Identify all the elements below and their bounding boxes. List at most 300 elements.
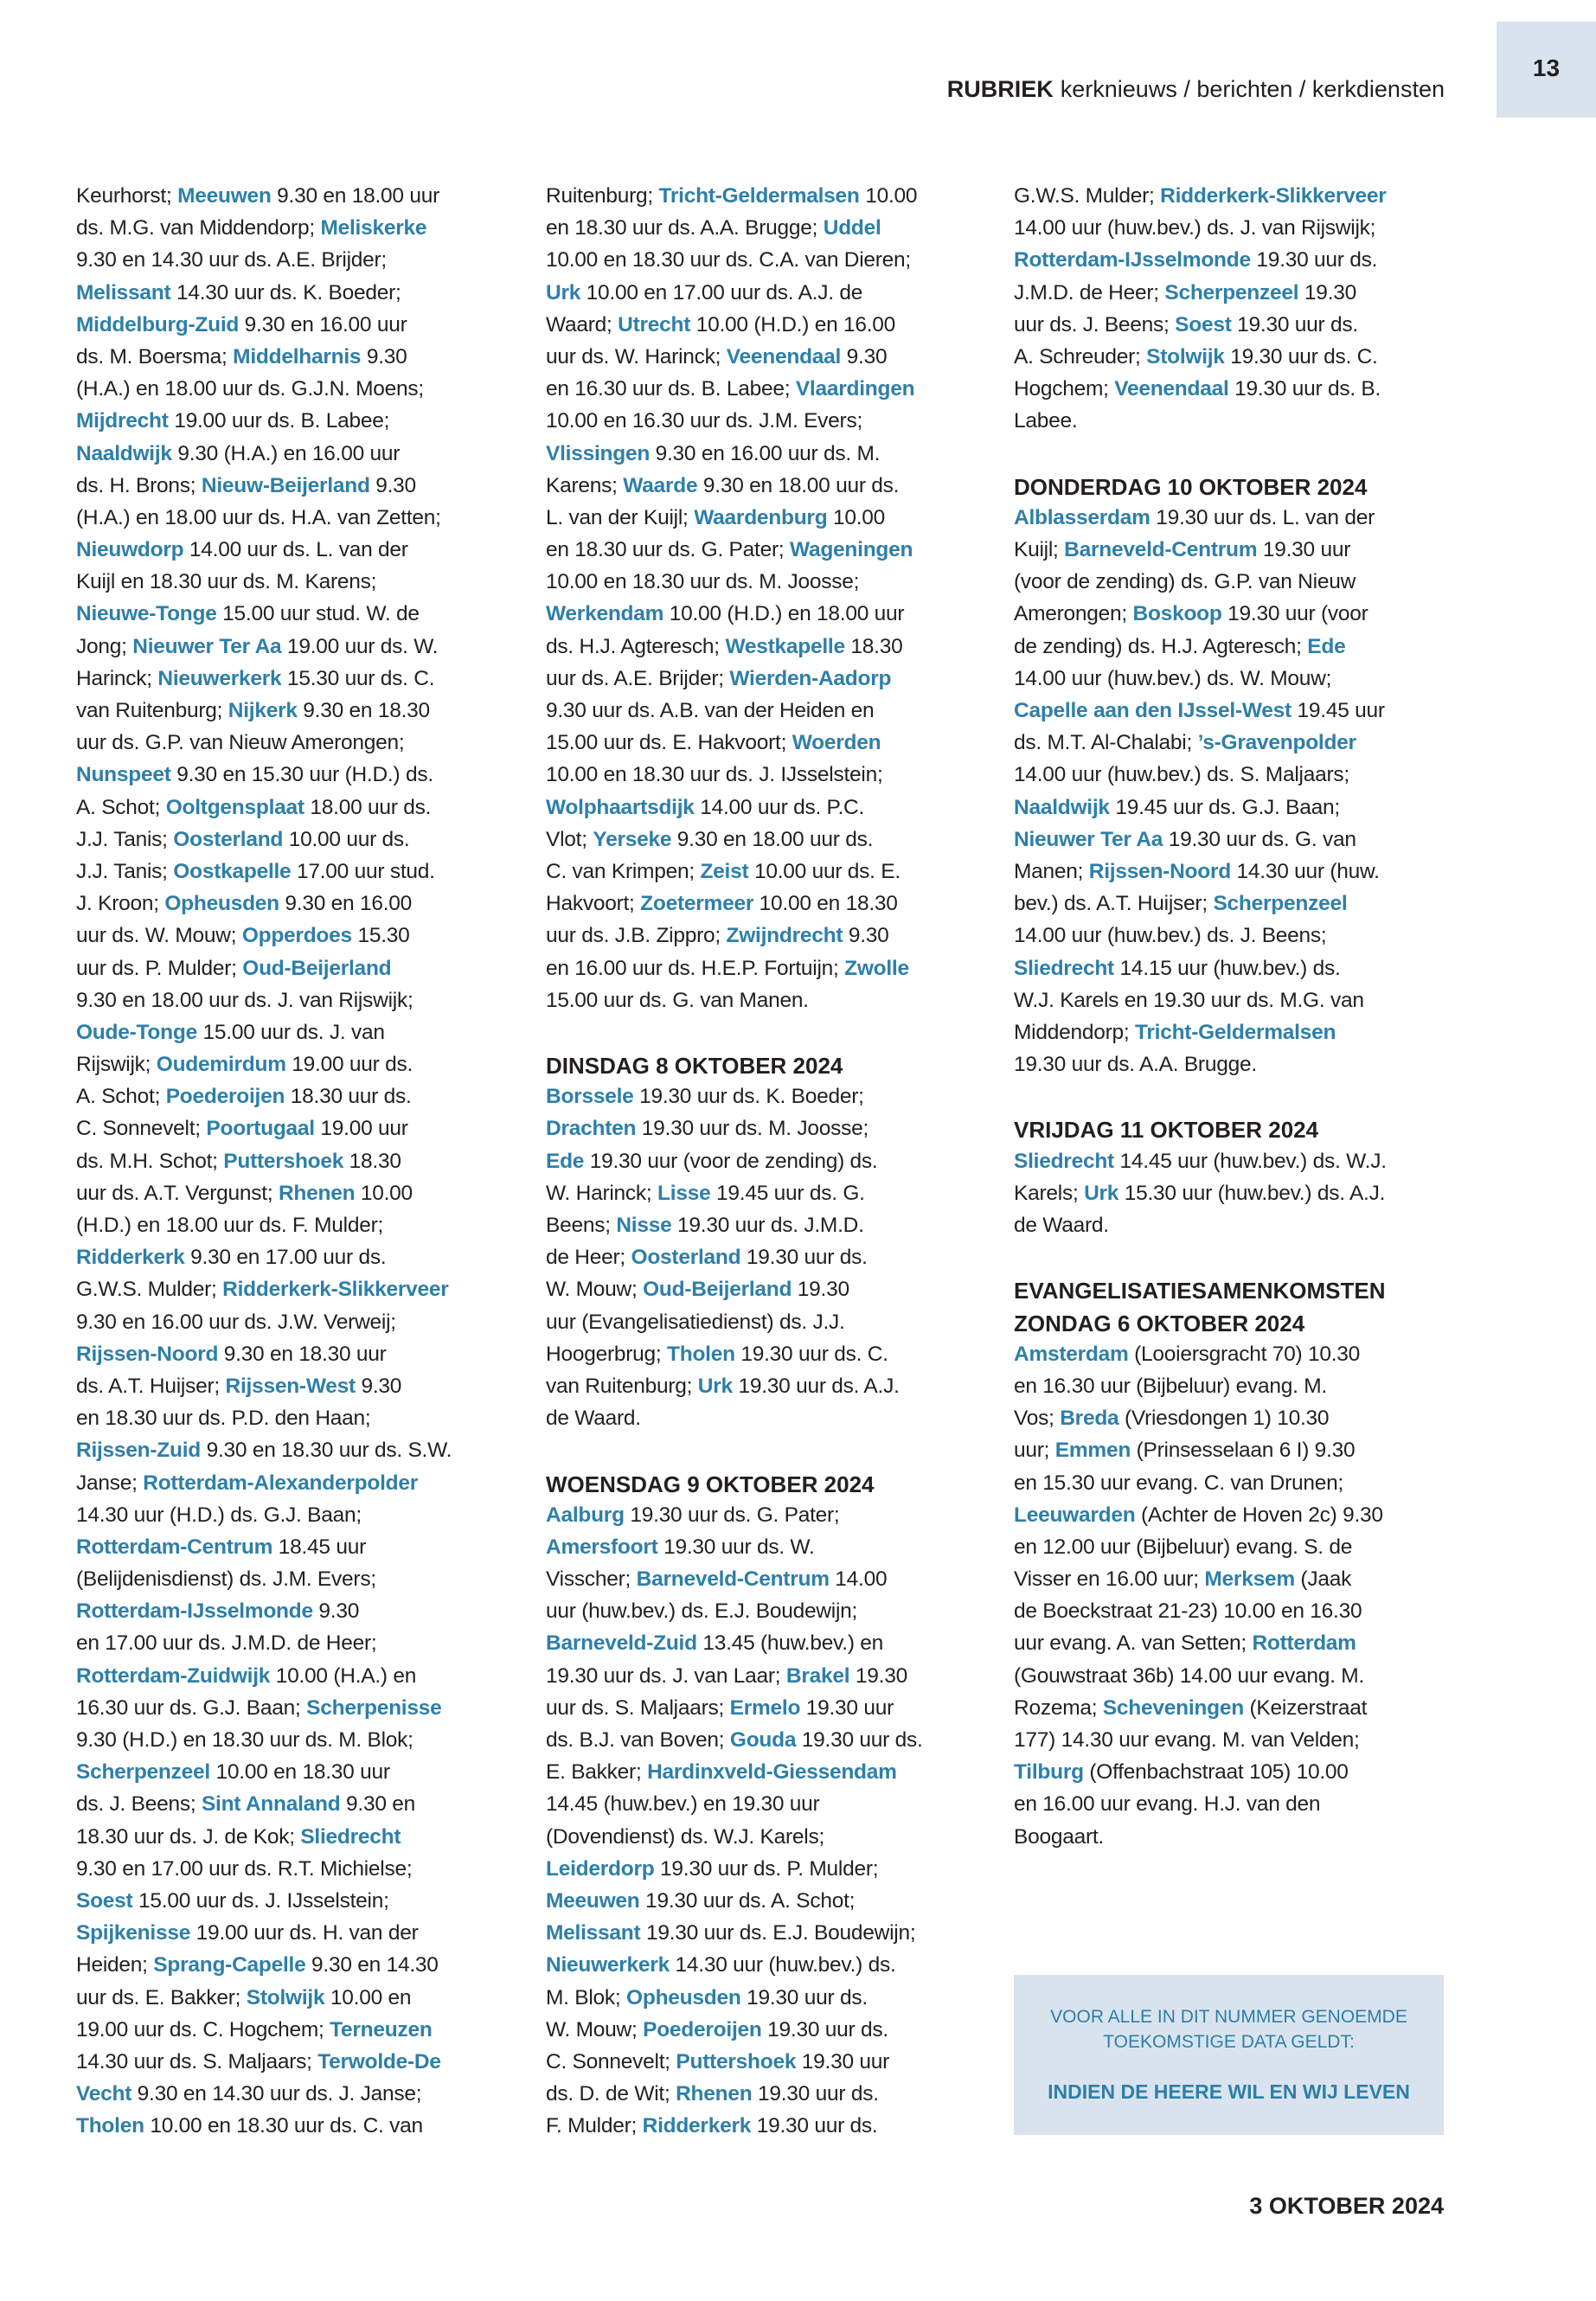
service-details: 19.30 uur ds. — [740, 1985, 868, 2009]
service-details: 14.45 (huw.bev.) en 19.30 uur — [546, 1792, 820, 1817]
service-details: (Keizerstraat — [1243, 1695, 1368, 1720]
place-name: Stolwijk — [246, 1985, 325, 2009]
service-details: Middendorp; — [1014, 1020, 1136, 1044]
service-line — [546, 759, 978, 791]
notice-line-1: VOOR ALLE IN DIT NUMMER GENOEMDE — [1050, 2007, 1407, 2027]
service-line — [76, 1306, 509, 1338]
service-details: de zending) ds. H.J. Agteresch; — [1014, 634, 1308, 658]
place-name: Nieuw-Beijerland — [201, 473, 370, 497]
service-line — [76, 277, 509, 309]
spacer — [1014, 1241, 1446, 1273]
service-details: (Dovendienst) ds. W.J. Karels; — [546, 1824, 825, 1849]
service-details: Heiden; — [76, 1953, 154, 1977]
issue-date: 3 OKTOBER 2024 — [1249, 2193, 1444, 2219]
service-details: 19.45 uur ds. G.J. Baan; — [1109, 795, 1340, 819]
service-details: 14.00 — [829, 1567, 888, 1592]
service-details: (H.A.) en 18.00 uur ds. H.A. van Zetten; — [76, 505, 441, 529]
service-line — [76, 631, 509, 663]
service-details: 9.30 en 18.00 uur ds. — [697, 473, 900, 497]
service-details: uur evang. A. van Setten; — [1014, 1631, 1253, 1656]
service-line — [1014, 920, 1446, 952]
service-line — [546, 920, 978, 952]
service-line — [1014, 598, 1446, 630]
service-line — [76, 1885, 509, 1917]
service-line — [1014, 1145, 1446, 1177]
service-details: uur ds. J. Beens; — [1014, 312, 1176, 336]
place-name: Uddel — [823, 216, 881, 240]
place-name: Yerseke — [593, 827, 672, 851]
place-name: Oudemirdum — [156, 1053, 286, 1077]
service-line — [546, 1627, 978, 1659]
place-name: Rijssen-West — [225, 1374, 356, 1398]
place-name: Alblasserdam — [1014, 505, 1151, 529]
service-details: J. Kroon; — [76, 892, 165, 916]
place-name: Rotterdam-IJsselmonde — [1014, 248, 1251, 272]
service-line — [546, 341, 978, 373]
service-details: 19.00 uur ds. B. Labee; — [168, 409, 390, 433]
service-details: 177) 14.30 uur evang. M. van Velden; — [1014, 1728, 1360, 1752]
service-details: L. van der Kuijl; — [546, 505, 695, 529]
service-details: 10.00 en — [324, 1985, 412, 2009]
service-details: 9.30 en 14.30 uur ds. A.E. Brijder; — [76, 248, 387, 272]
service-line — [546, 1306, 978, 1338]
service-line — [76, 1756, 509, 1788]
service-line — [76, 1048, 509, 1080]
place-name: Soest — [76, 1888, 133, 1913]
service-details: de Heer; — [546, 1246, 631, 1270]
service-details: Kuijl en 18.30 uur ds. M. Karens; — [76, 570, 377, 594]
service-details: M. Blok; — [546, 1985, 627, 2009]
service-details: G.W.S. Mulder; — [1014, 184, 1161, 208]
service-line — [546, 856, 978, 888]
service-line — [546, 1917, 978, 1949]
service-details: 9.30 en 18.30 uur ds. S.W. — [201, 1439, 452, 1463]
place-name: Tricht-Geldermalsen — [658, 184, 860, 208]
service-details: Boogaart. — [1014, 1824, 1104, 1849]
place-name: Waardenburg — [694, 505, 828, 529]
service-line — [1014, 1177, 1446, 1209]
service-details: 15.30 uur (huw.bev.) ds. A.J. — [1118, 1181, 1386, 1205]
service-details: uur (Evangelisatiedienst) ds. J.J. — [546, 1310, 845, 1334]
service-line — [76, 1660, 509, 1692]
service-details: ds. H.J. Agteresch; — [546, 634, 726, 658]
service-line — [546, 244, 978, 276]
service-details: 14.00 uur (huw.bev.) ds. J. Beens; — [1014, 924, 1327, 948]
service-line — [76, 759, 509, 791]
service-details: A. Schot; — [76, 1085, 166, 1109]
place-name: Nunspeet — [76, 763, 171, 787]
service-line — [76, 1016, 509, 1048]
service-details: Labee. — [1014, 409, 1078, 433]
service-line — [546, 470, 978, 502]
service-line — [546, 1370, 978, 1402]
place-name: Merksem — [1204, 1567, 1295, 1592]
service-line — [546, 1563, 978, 1595]
service-line — [76, 2014, 509, 2046]
place-name: Opheusden — [626, 1985, 741, 2009]
spacer — [546, 1434, 978, 1466]
service-details: Amerongen; — [1014, 602, 1133, 626]
place-name: Urk — [546, 280, 581, 304]
service-details: 19.30 uur ds. W. — [657, 1535, 815, 1559]
service-line — [1014, 1499, 1446, 1531]
place-name: Meeuwen — [177, 184, 272, 208]
place-name: Sliedrecht — [300, 1824, 401, 1849]
service-line — [546, 1531, 978, 1563]
service-line — [76, 470, 509, 502]
place-name: Utrecht — [618, 312, 691, 336]
service-details: ds. J. Beens; — [76, 1792, 202, 1817]
service-line — [76, 1982, 509, 2014]
service-line — [1014, 1467, 1446, 1499]
service-line — [76, 1112, 509, 1144]
service-details: 9.30 en 18.00 uur ds. J. van Rijswijk; — [76, 988, 413, 1012]
place-name: Wageningen — [789, 538, 913, 562]
service-details: 10.00 (H.D.) en 18.00 uur — [663, 602, 905, 626]
service-details: 9.30 en 14.30 uur ds. J. Janse; — [131, 2082, 422, 2106]
service-line — [546, 1209, 978, 1241]
service-details: 9.30 en 16.00 — [279, 892, 413, 916]
service-line — [76, 1177, 509, 1209]
place-name: Nisse — [616, 1214, 672, 1237]
service-details: 9.30 — [369, 473, 416, 497]
day-heading: VRIJDAG 11 OKTOBER 2024 — [1014, 1117, 1319, 1144]
section-label: RUBRIEK — [946, 76, 1054, 102]
place-name: Naaldwijk — [1014, 795, 1110, 819]
running-header — [947, 76, 1445, 103]
service-details: 19.30 uur ds. J. van Laar; — [546, 1663, 786, 1688]
service-line — [76, 1788, 509, 1820]
service-line — [546, 373, 978, 405]
service-details: 14.15 uur (huw.bev.) ds. — [1113, 956, 1341, 980]
place-name: Poortugaal — [206, 1117, 315, 1141]
service-line — [546, 952, 978, 984]
service-line — [546, 631, 978, 663]
service-details: 10.00 — [859, 184, 918, 208]
service-line — [76, 566, 509, 598]
service-details: 9.30 — [312, 1599, 360, 1624]
service-details: 19.30 uur (voor de zending) ds. — [584, 1149, 878, 1173]
service-details: (Offenbachstraat 105) 10.00 — [1083, 1760, 1349, 1785]
service-details: 14.00 uur (huw.bev.) ds. S. Maljaars; — [1014, 763, 1349, 787]
service-details: 14.30 uur ds. S. Maljaars; — [76, 2049, 318, 2073]
service-details: 18.30 uur ds. J. de Kok; — [76, 1824, 301, 1849]
place-name: Oud-Beijerland — [643, 1278, 792, 1302]
service-details: 18.30 — [343, 1149, 401, 1173]
column-1 — [76, 180, 509, 2142]
place-name: Leeuwarden — [1014, 1503, 1136, 1527]
service-line — [1014, 1434, 1446, 1466]
service-details: 9.30 en 16.00 uur ds. M. — [650, 441, 881, 465]
place-name: Meliskerke — [320, 216, 427, 240]
place-name: Ede — [1307, 634, 1346, 658]
service-line — [546, 1660, 978, 1692]
service-line — [1014, 1724, 1446, 1756]
place-name: Urk — [697, 1374, 733, 1398]
place-name: Veenendaal — [726, 344, 842, 369]
service-details: ds. B.J. van Boven; — [546, 1728, 730, 1752]
service-details: en 12.00 uur (Bijbeluur) evang. S. de — [1014, 1535, 1353, 1559]
service-details: 14.30 uur (huw. — [1230, 859, 1380, 883]
service-details: uur ds. A.T. Vergunst; — [76, 1181, 279, 1205]
service-line — [76, 1949, 509, 1981]
place-name: Tricht-Geldermalsen — [1135, 1020, 1336, 1044]
service-line — [1014, 792, 1446, 824]
service-line — [546, 1885, 978, 1917]
place-name: Gouda — [729, 1728, 797, 1752]
day-heading: DINSDAG 8 OKTOBER 2024 — [546, 1053, 843, 1080]
service-details: Rijswijk; — [76, 1053, 157, 1077]
service-line — [76, 1145, 509, 1177]
service-details: 15.00 uur ds. J. IJsselstein; — [132, 1888, 389, 1913]
place-name: Poederoijen — [643, 2017, 762, 2041]
day-heading: WOENSDAG 9 OKTOBER 2024 — [546, 1471, 875, 1497]
service-line — [76, 309, 509, 341]
service-line — [546, 1982, 978, 2014]
service-details: 10.00 en 18.30 — [753, 892, 898, 916]
service-line — [546, 1756, 978, 1788]
service-line — [546, 309, 978, 341]
place-name: Ridderkerk-Slikkerveer — [1160, 184, 1387, 208]
place-name: Ridderkerk-Slikkerveer — [222, 1278, 449, 1302]
place-name: Nijkerk — [228, 699, 298, 722]
service-details: 10.00 — [827, 505, 886, 529]
service-details: uur (huw.bev.) ds. E.J. Boudewijn; — [546, 1599, 858, 1624]
service-details: 19.30 uur ds. E.J. Boudewijn; — [640, 1921, 916, 1945]
service-details: 9.30 — [361, 344, 407, 369]
service-details: 9.30 en — [340, 1792, 416, 1817]
service-details: uur ds. W. Harinck; — [546, 344, 727, 369]
service-line — [1014, 695, 1446, 727]
service-line — [76, 824, 509, 856]
service-line — [1014, 1209, 1446, 1241]
service-line — [1014, 1531, 1446, 1563]
place-name: Scheveningen — [1102, 1695, 1244, 1720]
place-name: Barneveld-Zuid — [546, 1631, 697, 1656]
service-details: 19.30 uur — [800, 1695, 894, 1720]
place-name: Sint Annaland — [201, 1792, 341, 1817]
place-name: Barneveld-Centrum — [1064, 538, 1258, 562]
service-details: uur; — [1014, 1439, 1055, 1463]
place-name: Scherpenzeel — [1164, 280, 1299, 304]
service-details: F. Mulder; — [546, 2114, 643, 2138]
service-line — [76, 952, 509, 984]
service-line — [546, 1241, 978, 1273]
service-details: en 18.30 uur ds. P.D. den Haan; — [76, 1407, 371, 1431]
service-line — [1014, 888, 1446, 920]
service-line — [76, 1595, 509, 1627]
service-details: Hoogerbrug; — [546, 1342, 668, 1366]
place-name: Ridderkerk — [76, 1246, 185, 1270]
column-3 — [1014, 180, 1446, 1853]
service-details: ds. H. Brons; — [76, 473, 202, 497]
service-line — [546, 598, 978, 630]
service-details: 19.30 uur ds. A.J. — [732, 1374, 900, 1398]
service-line — [1014, 1595, 1446, 1627]
service-details: 19.30 uur ds. A. Schot; — [639, 1888, 856, 1913]
service-line — [546, 405, 978, 437]
place-name: Opperdoes — [241, 924, 352, 948]
service-details: 19.30 uur ds. G. Pater; — [624, 1503, 840, 1527]
service-line — [76, 856, 509, 888]
service-line — [1014, 727, 1446, 759]
service-details: Waard; — [546, 312, 619, 336]
day-heading: ZONDAG 6 OKTOBER 2024 — [1014, 1310, 1305, 1336]
service-line — [1014, 309, 1446, 341]
service-line — [546, 727, 978, 759]
service-line — [546, 984, 978, 1016]
page-number: 13 — [1532, 54, 1561, 81]
service-details: 19.45 uur ds. G. — [710, 1181, 865, 1205]
service-line — [1014, 1692, 1446, 1724]
service-details: 19.30 uur ds. B. — [1228, 377, 1381, 401]
service-details: (Vriesdongen 1) 10.30 — [1118, 1407, 1330, 1431]
service-details: 19.30 uur ds. C. — [1224, 344, 1378, 369]
place-name: Terneuzen — [330, 2017, 433, 2041]
service-details: (Looiersgracht 70) 10.30 — [1128, 1342, 1361, 1366]
place-name: Scherpenzeel — [76, 1760, 210, 1785]
service-details: W. Harinck; — [546, 1181, 658, 1205]
service-details: 19.30 uur ds. C. — [734, 1342, 888, 1366]
service-line — [546, 1177, 978, 1209]
place-name: Wierden-Aadorp — [729, 666, 892, 690]
notice-emphasis: INDIEN DE HEERE WIL EN WIJ LEVEN — [1048, 2080, 1410, 2103]
service-details: 19.00 uur ds. C. Hogchem; — [76, 2017, 330, 2041]
place-name: Rhenen — [676, 2082, 753, 2106]
place-name: Sliedrecht — [1014, 956, 1114, 980]
service-details: Kuijl; — [1014, 538, 1065, 562]
service-line — [546, 277, 978, 309]
service-line — [1014, 180, 1446, 212]
service-details: Hogchem; — [1014, 377, 1115, 401]
place-name: Drachten — [546, 1117, 637, 1141]
place-name: Tilburg — [1014, 1760, 1084, 1785]
place-name: Rhenen — [278, 1181, 356, 1205]
service-line — [76, 727, 509, 759]
service-line — [546, 2110, 978, 2142]
service-details: 10.00 en 18.30 uur ds. J. IJsselstein; — [546, 763, 883, 787]
service-line — [546, 1402, 978, 1434]
place-name: Opheusden — [164, 892, 279, 916]
service-details: 9.30 en 17.00 uur ds. — [184, 1246, 387, 1270]
place-name: Nieuwdorp — [76, 538, 184, 562]
place-name: Hardinxveld-Giessendam — [647, 1760, 897, 1785]
service-line — [76, 1627, 509, 1659]
service-line — [76, 1402, 509, 1434]
service-details: Manen; — [1014, 859, 1089, 883]
place-name: Zwijndrecht — [726, 924, 843, 948]
service-line — [1014, 1627, 1446, 1659]
service-details: de Waard. — [546, 1407, 641, 1431]
service-line — [546, 1595, 978, 1627]
service-line — [76, 1563, 509, 1595]
place-name: Rotterdam — [1252, 1631, 1356, 1656]
service-details: 9.30 uur ds. A.B. van der Heiden en — [546, 699, 875, 722]
day-heading: DONDERDAG 10 OKTOBER 2024 — [1014, 473, 1368, 500]
service-line — [1014, 534, 1446, 566]
place-name: Ermelo — [729, 1695, 801, 1720]
place-name: Nieuwerkerk — [546, 1953, 670, 1977]
place-name: Emmen — [1054, 1439, 1131, 1463]
service-line — [76, 695, 509, 727]
place-name: Nieuwer Ter Aa — [1014, 827, 1163, 851]
service-line — [546, 1821, 978, 1853]
service-details: Rozema; — [1014, 1695, 1103, 1720]
section-subtitle: kerknieuws / berichten / kerkdiensten — [1060, 76, 1445, 102]
service-details: 9.30 en 16.00 uur — [239, 312, 407, 336]
place-name: Sprang-Capelle — [153, 1953, 306, 1977]
service-details: 15.00 uur ds. E. Hakvoort; — [546, 731, 792, 755]
place-name: Rijssen-Noord — [76, 1342, 219, 1366]
service-details: uur ds. J.B. Zippro; — [546, 924, 727, 948]
service-details: 10.00 (H.A.) en — [270, 1663, 417, 1688]
place-name: Barneveld-Centrum — [636, 1567, 830, 1592]
service-line — [1014, 1788, 1446, 1820]
service-details: uur ds. W. Mouw; — [76, 924, 242, 948]
day-heading: EVANGELISATIESAMENKOMSTEN — [1014, 1278, 1386, 1304]
service-details: C. van Krimpen; — [546, 859, 701, 883]
service-details: 14.30 uur (huw.bev.) ds. — [669, 1953, 896, 1977]
place-name: Meeuwen — [546, 1888, 640, 1913]
place-name: Zwolle — [844, 956, 909, 980]
service-line — [1014, 1756, 1446, 1788]
place-name: Oosterland — [173, 827, 284, 851]
service-details: Hakvoort; — [546, 892, 641, 916]
service-details: 19.30 uur ds. G. van — [1163, 827, 1356, 851]
service-details: C. Sonnevelt; — [546, 2049, 676, 2073]
service-line — [1014, 1016, 1446, 1048]
service-line — [546, 1080, 978, 1112]
service-line — [546, 1724, 978, 1756]
service-line — [76, 888, 509, 920]
service-line — [1014, 1660, 1446, 1692]
service-details: 19.00 uur ds. H. van der — [190, 1921, 419, 1945]
service-details: 9.30 — [355, 1374, 402, 1398]
service-line — [76, 244, 509, 276]
place-name: Westkapelle — [725, 634, 845, 658]
place-name: Capelle aan den IJssel-West — [1014, 699, 1292, 722]
place-name: Rotterdam-IJsselmonde — [76, 1599, 313, 1624]
place-name: Scherpenisse — [306, 1695, 442, 1720]
place-name: Ede — [546, 1149, 585, 1173]
service-details: bev.) ds. A.T. Huijser; — [1014, 892, 1214, 916]
service-details: 14.30 uur (H.D.) ds. G.J. Baan; — [76, 1503, 362, 1527]
service-details: C. Sonnevelt; — [76, 1117, 207, 1141]
spacer — [1014, 438, 1446, 470]
service-details: 10.00 (H.D.) en 16.00 — [690, 312, 896, 336]
service-line — [1014, 1563, 1446, 1595]
service-details: Beens; — [546, 1214, 617, 1237]
place-name: Puttershoek — [223, 1149, 344, 1173]
service-details: uur ds. G.P. van Nieuw Amerongen; — [76, 731, 405, 755]
service-details: 10.00 en 17.00 uur ds. A.J. de — [580, 280, 863, 304]
service-line — [546, 502, 978, 534]
service-details: 19.30 uur ds. M. Joosse; — [636, 1117, 869, 1141]
service-details: J.J. Tanis; — [76, 859, 174, 883]
service-details: Visscher; — [546, 1567, 637, 1592]
place-name: Woerden — [792, 731, 881, 755]
service-details: J.M.D. de Heer; — [1014, 280, 1165, 304]
place-name: Wolphaartsdijk — [546, 795, 695, 819]
service-line — [76, 598, 509, 630]
service-details: J.J. Tanis; — [76, 827, 174, 851]
service-line — [546, 888, 978, 920]
service-details: uur ds. P. Mulder; — [76, 956, 243, 980]
service-line — [76, 1467, 509, 1499]
service-details: 17.00 uur stud. — [291, 859, 435, 883]
place-name: Puttershoek — [676, 2049, 797, 2073]
service-line — [1014, 244, 1446, 276]
